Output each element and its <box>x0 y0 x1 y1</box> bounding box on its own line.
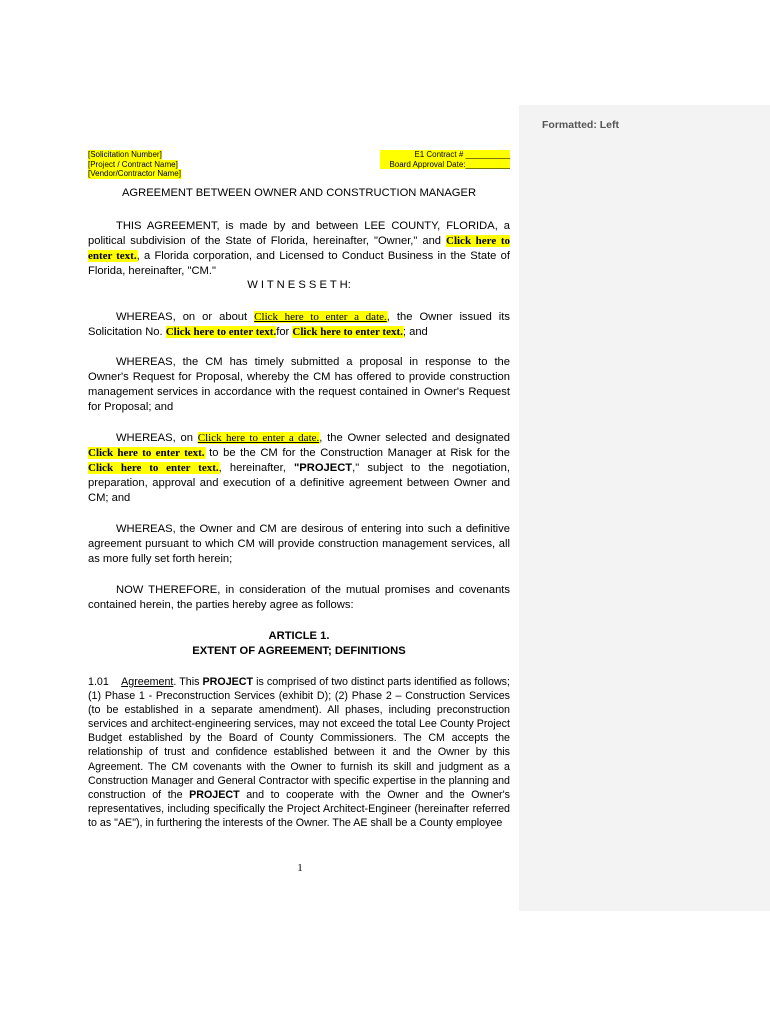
document-title: AGREEMENT BETWEEN OWNER AND CONSTRUCTION MANAGER <box>121 187 477 199</box>
paragraph-text: , the Owner selected and designated <box>319 432 510 444</box>
article-number: ARTICLE 1. <box>268 630 330 642</box>
paragraph-text: ," subject to the negotiation, preparation, approval and execution of a definitive agreement between Owner and CM; and <box>88 462 510 504</box>
paragraph-text: , a Florida corporation, and Licensed to Conduct Business in the State of Florida, hereinafter, "CM." <box>88 250 511 277</box>
solicitation-title-placeholder[interactable]: Click here to enter text. <box>292 326 403 338</box>
section-text: . This <box>173 676 203 688</box>
section-heading: Agreement <box>121 676 174 688</box>
section-text: is comprised of two distinct parts identified as follows; (1) Phase 1 - Preconstruction Services (exhibit D); (2) Phase 2 – Construction Services (to be established in a separate amendment). All phases, including preconstruction services and architect-engineering services, may not exceed the total Lee County Project Budget established by the Board of County Commissioners. The CM accepts the relationship of trust and confidence established between it and the Owner by this Agreement. The CM covenants with the Owner to furnish its skill and judgment as a Construction Manager and General Contractor with specific expertise in the planning and construction of the <box>88 676 510 801</box>
header-left-block <box>88 150 208 179</box>
vendor-name-field[interactable]: [Vendor/Contractor Name] <box>88 169 181 178</box>
witnesseth-heading: W I T N E S S E T H: <box>247 279 351 291</box>
paragraph-whereas-desirous: WHEREAS, the Owner and CM are desirous of entering into such a definitive agreement pursuant to which CM will provide construction management services, all as more fully set forth herein; <box>88 523 510 565</box>
header-right-block <box>380 150 510 169</box>
project-term: PROJECT <box>189 788 240 801</box>
paragraph-whereas-selection <box>88 431 510 506</box>
section-text: and to cooperate with the Owner and the Owner's representatives, including specifically the Project Architect-Engineer (hereinafter referred to as "AE"), in furthering the interests of the Owner. The AE shall be a County employee <box>88 788 510 829</box>
paragraph-text: WHEREAS, on <box>116 432 198 444</box>
cm-name-placeholder[interactable]: Click here to enter text. <box>88 447 205 459</box>
section-1-01 <box>88 675 510 830</box>
solicitation-date-placeholder[interactable]: Click here to enter a date. <box>254 311 387 323</box>
project-name-placeholder[interactable]: Click here to enter text. <box>88 462 219 474</box>
page-number: 1 <box>297 862 303 874</box>
solicitation-number-placeholder[interactable]: Click here to enter text. <box>165 326 277 338</box>
paragraph-text: for <box>276 326 293 338</box>
paragraph-text: WHEREAS, on or about <box>116 311 255 323</box>
paragraph-text: ; and <box>402 326 428 338</box>
paragraph-whereas-proposal: WHEREAS, the CM has timely submitted a proposal in response to the Owner's Request for Proposal, whereby the CM has offered to provide construction management services in accordance with the request contained in Owner's Request for Proposal; and <box>88 356 510 413</box>
paragraph-whereas-solicitation <box>88 310 510 340</box>
paragraph-text: , the Owner issued its Solicitation No. <box>88 311 510 338</box>
paragraph-text: , hereinafter, <box>218 462 294 474</box>
contract-number-field[interactable]: E1 Contract # __________ <box>380 150 510 160</box>
comment-margin-pane <box>519 105 770 911</box>
section-number: 1.01 <box>88 676 109 688</box>
paragraph-text: THIS AGREEMENT, is made by and between LEE COUNTY, FLORIDA, a political subdivision of the State of Florida, hereinafter, "Owner," and <box>88 220 510 247</box>
article-title: EXTENT OF AGREEMENT; DEFINITIONS <box>192 645 406 657</box>
article-heading <box>88 629 510 659</box>
project-term: PROJECT <box>202 676 254 688</box>
formatting-comment[interactable]: Formatted: Left <box>542 119 619 131</box>
board-approval-date-field[interactable]: Board Approval Date:__________ <box>380 160 510 170</box>
paragraph-now-therefore: NOW THEREFORE, in consideration of the mutual promises and covenants contained herein, the parties hereby agree as follows: <box>88 584 510 611</box>
project-term: "PROJECT <box>294 462 353 474</box>
paragraph-text: to be the CM for the Construction Manager at Risk for the <box>204 447 510 459</box>
selection-date-placeholder[interactable]: Click here to enter a date. <box>197 432 320 444</box>
project-name-field[interactable]: [Project / Contract Name] <box>88 159 178 169</box>
party-name-placeholder[interactable]: Click here to enter text. <box>88 235 511 262</box>
paragraph-intro <box>88 219 510 279</box>
solicitation-number-field[interactable]: [Solicitation Number] <box>88 150 162 159</box>
